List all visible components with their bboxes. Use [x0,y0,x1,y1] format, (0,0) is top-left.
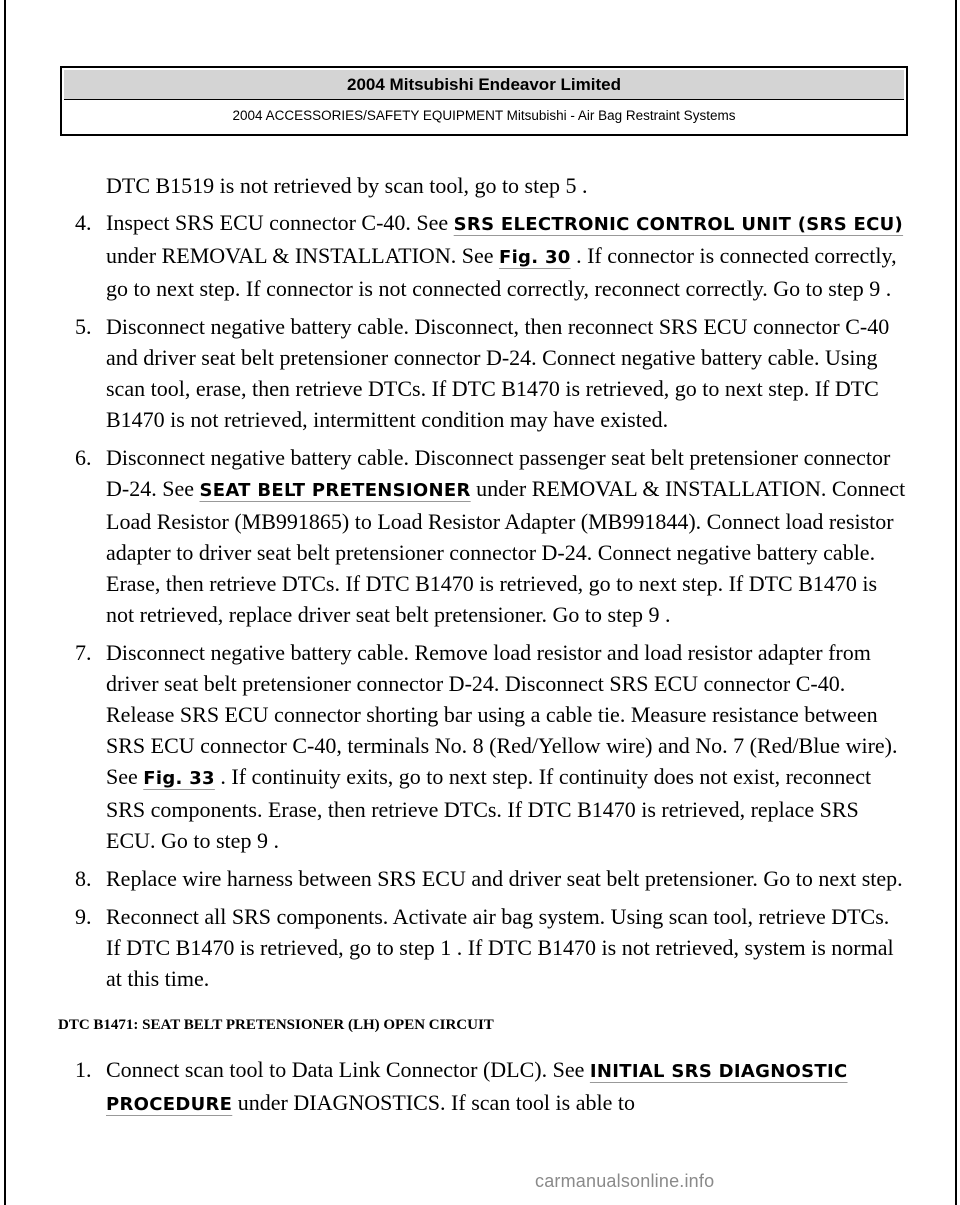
header-title: 2004 Mitsubishi Endeavor Limited [64,70,904,100]
step-text: . If continuity exits, go to next step. If continuity does not exist, reconnect SRS components. Erase, then retrieve DTCs. If DTC B1470 is retrieved, replace SRS ECU. Go to step 9 . [106,764,872,853]
step-text: under REMOVAL & INSTALLATION. Connect Load Resistor (MB991865) to Load Resistor Adapter (MB991844). Connect load resistor adapter to driver seat belt pretensioner connector D-24. Connect negative battery cable. Erase, then retrieve DTCs. If DTC B1470 is retrieved, go to next step. If DTC B1470 is not retrieved, replace driver seat belt pretensioner. Go to step 9 . [106,476,906,627]
step-text: under REMOVAL & INSTALLATION. See [106,243,499,268]
step-item [0,442,906,630]
step-text: Disconnect negative battery cable. Remove load resistor and load resistor adapter from driver seat belt pretensioner connector D-24. Disconnect SRS ECU connector C-40. Release SRS ECU connector shorting bar using a cable tie. Measure resistance between SRS ECU connector C-40, terminals No. 8 (Red/Yellow wire) and No. 7 (Red/Blue wire). See [106,640,898,789]
step-text: Replace wire harness between SRS ECU and driver seat belt pretensioner. Go to next step. [106,866,903,891]
step-item [0,901,906,994]
step-number: 5. [75,314,92,339]
step-text: under DIAGNOSTICS. If scan tool is able to [232,1090,635,1115]
header-subtitle: 2004 ACCESSORIES/SAFETY EQUIPMENT Mitsubishi - Air Bag Restraint Systems [232,108,736,123]
step-text: . If connector is connected correctly, go to next step. If connector is not connected correctly, reconnect correctly. Go to step 9 . [106,243,897,301]
step-number: 7. [75,640,92,665]
step-number: 6. [75,445,92,470]
initial-srs-diagnostic-link[interactable]: INITIAL SRS DIAGNOSTIC PROCEDURE [106,1061,848,1115]
seat-belt-pretensioner-link[interactable]: SEAT BELT PRETENSIONER [199,480,471,501]
continuation-text: DTC B1519 is not retrieved by scan tool, go to step 5 . [106,173,588,198]
step-number: 8. [75,866,92,891]
step-text: Disconnect negative battery cable. Disconnect, then reconnect SRS ECU connector C-40 and driver seat belt pretensioner connector D-24. Connect negative battery cable. Using scan tool, erase, then retrieve DTCs. If DTC B1470 is retrieved, go to next step. If DTC B1470 is not retrieved, intermittent condition may have existed. [106,314,890,432]
step-item [0,1054,906,1120]
section-heading: DTC B1471: SEAT BELT PRETENSIONER (LH) OPEN CIRCUIT [58,1017,494,1033]
step-text: Reconnect all SRS components. Activate air bag system. Using scan tool, retrieve DTCs. If DTC B1470 is retrieved, go to step 1 . If DTC B1470 is not retrieved, system is normal at this time. [106,904,894,991]
fig-33-link[interactable]: Fig. 33 [143,768,215,789]
document-header [60,66,908,136]
step-text: Inspect SRS ECU connector C-40. See [106,210,454,235]
srs-ecu-link[interactable]: SRS ELECTRONIC CONTROL UNIT (SRS ECU) [453,214,904,235]
watermark-text: carmanualsonline.info [535,1171,715,1191]
step-number: 9. [75,904,92,929]
fig-30-link[interactable]: Fig. 30 [498,247,571,268]
step-text: Disconnect negative battery cable. Disconnect passenger seat belt pretensioner connector D-24. See [106,445,891,501]
step-item [0,207,906,304]
step-number: 1. [75,1057,92,1082]
step-item [0,311,906,435]
step-item [0,863,906,894]
step-number: 4. [75,210,92,235]
document-body [0,170,960,1127]
step-item [0,637,906,856]
step-text: Connect scan tool to Data Link Connector (DLC). See [106,1057,590,1082]
